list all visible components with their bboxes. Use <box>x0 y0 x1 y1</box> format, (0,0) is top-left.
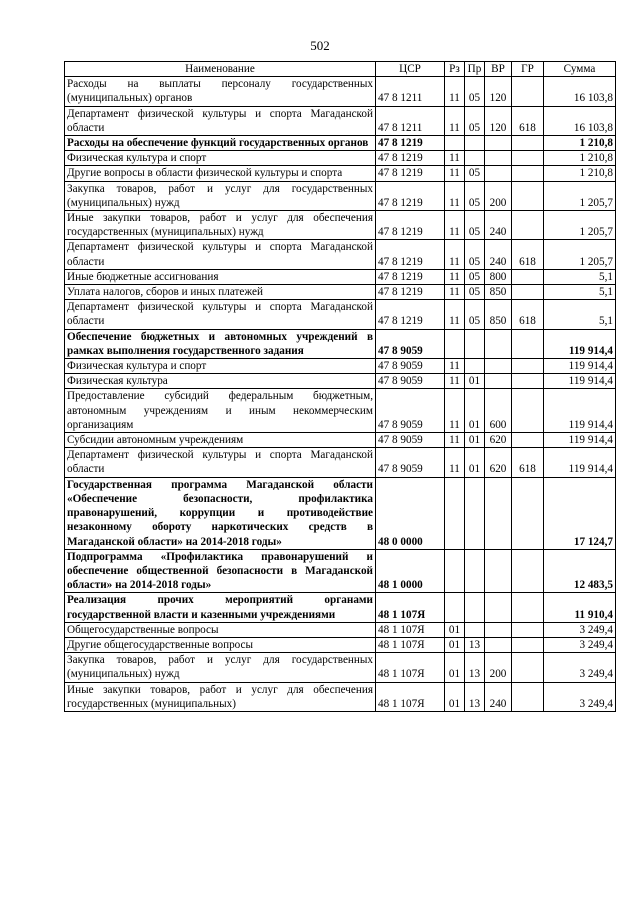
cell-sum: 3 249,4 <box>544 682 616 711</box>
cell-name: Иные бюджетные ассигнования <box>65 269 376 284</box>
cell-rz: 11 <box>445 166 465 181</box>
cell-csr: 47 8 9059 <box>376 359 445 374</box>
cell-vr <box>485 593 512 622</box>
cell-name: Иные закупки товаров, работ и услуг для обеспечения государственных (муниципальных) <box>65 682 376 711</box>
cell-vr: 620 <box>485 433 512 448</box>
cell-csr: 47 8 1219 <box>376 269 445 284</box>
cell-vr <box>485 136 512 151</box>
page-number: 502 <box>310 38 330 53</box>
cell-name: Департамент физической культуры и спорта Магаданской области <box>65 240 376 269</box>
cell-rz: 11 <box>445 77 465 106</box>
cell-sum: 3 249,4 <box>544 637 616 652</box>
cell-name: Департамент физической культуры и спорта Магаданской области <box>65 300 376 329</box>
cell-csr: 47 8 1211 <box>376 106 445 135</box>
cell-vr: 200 <box>485 181 512 210</box>
cell-csr: 47 8 9059 <box>376 433 445 448</box>
table-header <box>65 62 616 77</box>
cell-rz: 11 <box>445 448 465 477</box>
cell-name: Закупка товаров, работ и услуг для государственных (муниципальных) нужд <box>65 653 376 682</box>
cell-pr <box>465 151 485 166</box>
cell-gr <box>512 136 544 151</box>
cell-gr <box>512 389 544 433</box>
cell-vr: 120 <box>485 77 512 106</box>
cell-csr: 48 1 0000 <box>376 549 445 593</box>
cell-gr: 618 <box>512 300 544 329</box>
cell-csr: 47 8 1219 <box>376 181 445 210</box>
cell-rz: 11 <box>445 269 465 284</box>
cell-csr: 47 8 9059 <box>376 448 445 477</box>
cell-name: Расходы на обеспечение функций государственных органов <box>65 136 376 151</box>
cell-csr: 47 8 1219 <box>376 166 445 181</box>
cell-gr <box>512 181 544 210</box>
cell-name: Обеспечение бюджетных и автономных учреждений в рамках выполнения государственного задания <box>65 329 376 358</box>
cell-pr: 05 <box>465 269 485 284</box>
cell-name: Государственная программа Магаданской области «Обеспечение безопасности, профилактика правонарушений, коррупции и противодействие незаконному обороту наркотических средств в Магаданской области» на 2014-2018 годы» <box>65 477 376 549</box>
cell-csr: 47 8 1219 <box>376 300 445 329</box>
cell-vr: 850 <box>485 300 512 329</box>
cell-name: Уплата налогов, сборов и иных платежей <box>65 285 376 300</box>
table-row <box>65 433 616 448</box>
header-csr: ЦСР <box>376 62 445 77</box>
cell-sum: 119 914,4 <box>544 448 616 477</box>
header-sum: Сумма <box>544 62 616 77</box>
cell-gr <box>512 166 544 181</box>
cell-name: Физическая культура <box>65 374 376 389</box>
cell-pr <box>465 359 485 374</box>
table-row <box>65 269 616 284</box>
cell-csr: 48 1 107Я <box>376 593 445 622</box>
cell-csr: 47 8 1219 <box>376 285 445 300</box>
cell-pr: 05 <box>465 181 485 210</box>
cell-vr <box>485 374 512 389</box>
cell-pr: 13 <box>465 653 485 682</box>
cell-name: Другие вопросы в области физической культуры и спорта <box>65 166 376 181</box>
cell-rz: 01 <box>445 682 465 711</box>
cell-pr: 01 <box>465 374 485 389</box>
table-row <box>65 448 616 477</box>
cell-gr <box>512 329 544 358</box>
cell-vr: 600 <box>485 389 512 433</box>
cell-rz: 11 <box>445 106 465 135</box>
cell-sum: 12 483,5 <box>544 549 616 593</box>
cell-rz: 11 <box>445 211 465 240</box>
cell-name: Субсидии автономным учреждениям <box>65 433 376 448</box>
cell-rz <box>445 136 465 151</box>
cell-vr: 120 <box>485 106 512 135</box>
cell-csr: 48 1 107Я <box>376 682 445 711</box>
cell-gr <box>512 269 544 284</box>
table-row <box>65 240 616 269</box>
table-row <box>65 151 616 166</box>
table-row <box>65 389 616 433</box>
cell-name: Другие общегосударственные вопросы <box>65 637 376 652</box>
table-row <box>65 637 616 652</box>
cell-sum: 3 249,4 <box>544 622 616 637</box>
cell-gr <box>512 433 544 448</box>
cell-name: Физическая культура и спорт <box>65 151 376 166</box>
cell-pr <box>465 329 485 358</box>
table-row <box>65 211 616 240</box>
table-row <box>65 593 616 622</box>
cell-sum: 1 205,7 <box>544 240 616 269</box>
cell-rz: 11 <box>445 359 465 374</box>
cell-vr: 240 <box>485 211 512 240</box>
cell-vr <box>485 549 512 593</box>
table-row <box>65 477 616 549</box>
cell-csr: 47 8 9059 <box>376 374 445 389</box>
cell-gr <box>512 622 544 637</box>
table-row <box>65 682 616 711</box>
cell-sum: 119 914,4 <box>544 329 616 358</box>
cell-vr <box>485 477 512 549</box>
cell-sum: 1 210,8 <box>544 151 616 166</box>
cell-gr <box>512 151 544 166</box>
cell-csr: 47 8 1211 <box>376 77 445 106</box>
cell-name: Реализация прочих мероприятий органами государственной власти и казенными учреждениями <box>65 593 376 622</box>
cell-vr: 200 <box>485 653 512 682</box>
cell-vr <box>485 359 512 374</box>
header-vr: ВР <box>485 62 512 77</box>
table-row <box>65 136 616 151</box>
table-row <box>65 359 616 374</box>
cell-name: Департамент физической культуры и спорта Магаданской области <box>65 448 376 477</box>
cell-csr: 48 1 107Я <box>376 637 445 652</box>
cell-vr: 620 <box>485 448 512 477</box>
cell-name: Физическая культура и спорт <box>65 359 376 374</box>
cell-vr: 850 <box>485 285 512 300</box>
cell-sum: 119 914,4 <box>544 374 616 389</box>
cell-pr: 05 <box>465 211 485 240</box>
cell-rz: 11 <box>445 240 465 269</box>
cell-rz: 11 <box>445 433 465 448</box>
cell-name: Подпрограмма «Профилактика правонарушений и обеспечение общественной безопасности в Магаданской области» на 2014-2018 годы» <box>65 549 376 593</box>
cell-vr: 800 <box>485 269 512 284</box>
cell-pr: 01 <box>465 389 485 433</box>
cell-rz: 01 <box>445 622 465 637</box>
table-row <box>65 653 616 682</box>
cell-vr <box>485 329 512 358</box>
table-row <box>65 622 616 637</box>
cell-gr: 618 <box>512 448 544 477</box>
cell-csr: 48 1 107Я <box>376 622 445 637</box>
cell-sum: 5,1 <box>544 269 616 284</box>
cell-sum: 5,1 <box>544 285 616 300</box>
header-rz: Рз <box>445 62 465 77</box>
cell-rz: 01 <box>445 637 465 652</box>
cell-name: Закупка товаров, работ и услуг для государственных (муниципальных) нужд <box>65 181 376 210</box>
table-body <box>65 77 616 712</box>
table-row <box>65 77 616 106</box>
cell-pr <box>465 593 485 622</box>
cell-pr <box>465 549 485 593</box>
table-row <box>65 329 616 358</box>
cell-sum: 3 249,4 <box>544 653 616 682</box>
cell-sum: 1 205,7 <box>544 211 616 240</box>
cell-gr <box>512 77 544 106</box>
cell-pr: 05 <box>465 106 485 135</box>
cell-rz: 11 <box>445 181 465 210</box>
cell-gr <box>512 653 544 682</box>
table-row <box>65 106 616 135</box>
cell-csr: 47 8 1219 <box>376 136 445 151</box>
cell-vr: 240 <box>485 682 512 711</box>
header-row <box>65 62 616 77</box>
table-row <box>65 181 616 210</box>
table-row <box>65 374 616 389</box>
cell-name: Департамент физической культуры и спорта Магаданской области <box>65 106 376 135</box>
cell-rz: 11 <box>445 300 465 329</box>
cell-pr <box>465 477 485 549</box>
cell-gr <box>512 593 544 622</box>
header-name: Наименование <box>65 62 376 77</box>
cell-vr <box>485 637 512 652</box>
cell-name: Расходы на выплаты персоналу государственных (муниципальных) органов <box>65 77 376 106</box>
cell-sum: 16 103,8 <box>544 77 616 106</box>
cell-gr <box>512 682 544 711</box>
cell-pr <box>465 622 485 637</box>
cell-sum: 16 103,8 <box>544 106 616 135</box>
cell-pr: 05 <box>465 300 485 329</box>
cell-rz: 11 <box>445 374 465 389</box>
cell-csr: 48 1 107Я <box>376 653 445 682</box>
cell-gr <box>512 549 544 593</box>
header-pr: Пр <box>465 62 485 77</box>
cell-gr <box>512 211 544 240</box>
cell-csr: 48 0 0000 <box>376 477 445 549</box>
cell-pr: 01 <box>465 448 485 477</box>
cell-sum: 119 914,4 <box>544 359 616 374</box>
cell-csr: 47 8 9059 <box>376 389 445 433</box>
cell-pr: 13 <box>465 637 485 652</box>
cell-gr <box>512 359 544 374</box>
header-gr: ГР <box>512 62 544 77</box>
cell-name: Иные закупки товаров, работ и услуг для обеспечения государственных (муниципальных) нужд <box>65 211 376 240</box>
cell-sum: 119 914,4 <box>544 433 616 448</box>
cell-gr: 618 <box>512 240 544 269</box>
cell-sum: 1 210,8 <box>544 166 616 181</box>
table-row <box>65 285 616 300</box>
cell-pr: 05 <box>465 77 485 106</box>
cell-csr: 47 8 1219 <box>376 240 445 269</box>
cell-rz <box>445 329 465 358</box>
cell-gr <box>512 477 544 549</box>
cell-pr: 01 <box>465 433 485 448</box>
cell-sum: 1 205,7 <box>544 181 616 210</box>
cell-pr: 13 <box>465 682 485 711</box>
cell-rz: 01 <box>445 653 465 682</box>
cell-vr: 240 <box>485 240 512 269</box>
cell-gr: 618 <box>512 106 544 135</box>
cell-rz: 11 <box>445 151 465 166</box>
cell-pr: 05 <box>465 285 485 300</box>
cell-csr: 47 8 1219 <box>376 211 445 240</box>
cell-name: Общегосударственные вопросы <box>65 622 376 637</box>
cell-rz: 11 <box>445 285 465 300</box>
cell-pr: 05 <box>465 166 485 181</box>
cell-sum: 119 914,4 <box>544 389 616 433</box>
cell-pr <box>465 136 485 151</box>
cell-sum: 11 910,4 <box>544 593 616 622</box>
cell-gr <box>512 374 544 389</box>
cell-name: Предоставление субсидий федеральным бюджетным, автономным учреждениям и иным некоммерческим организациям <box>65 389 376 433</box>
table-row <box>65 300 616 329</box>
cell-rz <box>445 477 465 549</box>
cell-gr <box>512 637 544 652</box>
cell-vr <box>485 151 512 166</box>
cell-vr <box>485 166 512 181</box>
cell-sum: 5,1 <box>544 300 616 329</box>
table-row <box>65 166 616 181</box>
cell-csr: 47 8 1219 <box>376 151 445 166</box>
cell-pr: 05 <box>465 240 485 269</box>
budget-table <box>64 61 616 712</box>
cell-sum: 17 124,7 <box>544 477 616 549</box>
table-row <box>65 549 616 593</box>
cell-csr: 47 8 9059 <box>376 329 445 358</box>
cell-vr <box>485 622 512 637</box>
cell-gr <box>512 285 544 300</box>
cell-rz <box>445 549 465 593</box>
cell-sum: 1 210,8 <box>544 136 616 151</box>
cell-rz: 11 <box>445 389 465 433</box>
cell-rz <box>445 593 465 622</box>
